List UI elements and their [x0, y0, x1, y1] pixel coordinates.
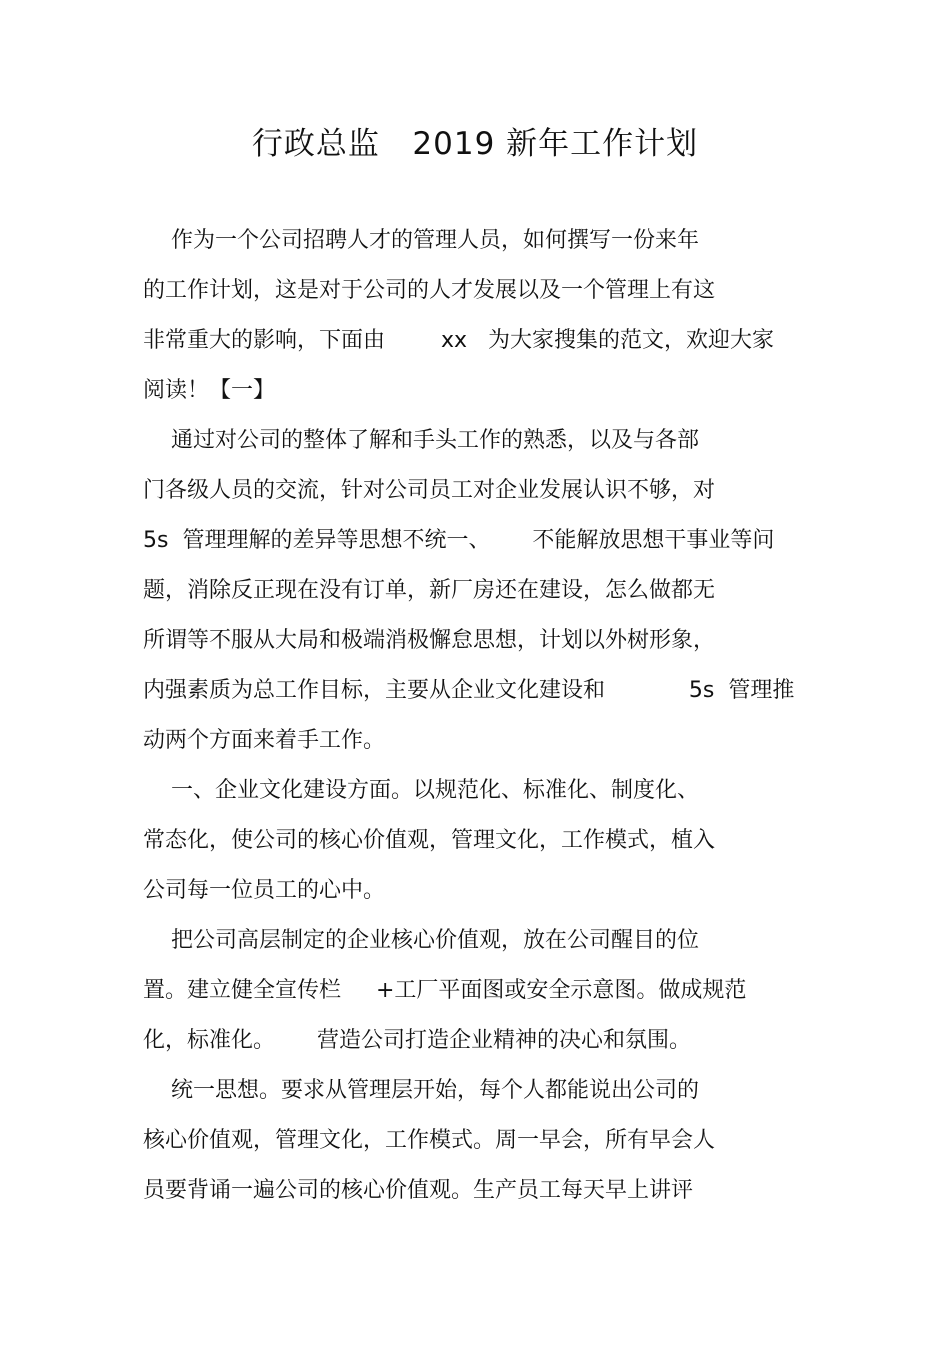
- paragraph-line: 一、企业文化建设方面。以规范化、标准化、制度化、: [143, 778, 699, 803]
- paragraph-line: 阅读！【一】: [143, 378, 276, 403]
- paragraph-line: 5s 管理理解的差异等思想不统一、 不能解放思想干事业等问: [143, 528, 775, 553]
- paragraph-line: 所谓等不服从大局和极端消极懈怠思想，计划以外树形象，: [143, 628, 716, 653]
- paragraph-line: 内强素质为总工作目标，主要从企业文化建设和 5s 管理推: [143, 678, 795, 703]
- paragraph-line: 门各级人员的交流，针对公司员工对企业发展认识不够，对: [143, 478, 716, 503]
- paragraph-line: 核心价值观，管理文化，工作模式。周一早会，所有早会人: [143, 1128, 716, 1153]
- paragraph-line: 置。建立健全宣传栏 +工厂平面图或安全示意图。做成规范: [143, 978, 747, 1003]
- paragraph-line: 的工作计划，这是对于公司的人才发展以及一个管理上有这: [143, 278, 716, 303]
- paragraph-line: 把公司高层制定的企业核心价值观，放在公司醒目的位: [143, 928, 699, 953]
- document-title: 行政总监 2019 新年工作计划: [251, 126, 699, 162]
- paragraph-line: 作为一个公司招聘人才的管理人员，如何撰写一份来年: [143, 228, 699, 253]
- paragraph-line: 化，标准化。 营造公司打造企业精神的决心和氛围。: [143, 1028, 691, 1053]
- paragraph-line: 动两个方面来着手工作。: [143, 728, 386, 753]
- paragraph-line: 统一思想。要求从管理层开始，每个人都能说出公司的: [143, 1078, 699, 1103]
- paragraph-line: 员要背诵一遍公司的核心价值观。生产员工每天早上讲评: [143, 1178, 694, 1203]
- paragraph-line: 公司每一位员工的心中。: [143, 878, 386, 903]
- paragraph-line: 常态化，使公司的核心价值观，管理文化，工作模式，植入: [143, 828, 716, 853]
- paragraph-line: 题，消除反正现在没有订单，新厂房还在建设，怎么做都无: [143, 578, 716, 603]
- paragraph-line: 通过对公司的整体了解和手头工作的熟悉，以及与各部: [143, 428, 699, 453]
- paragraph-line: 非常重大的影响，下面由 xx 为大家搜集的范文，欢迎大家: [143, 328, 774, 353]
